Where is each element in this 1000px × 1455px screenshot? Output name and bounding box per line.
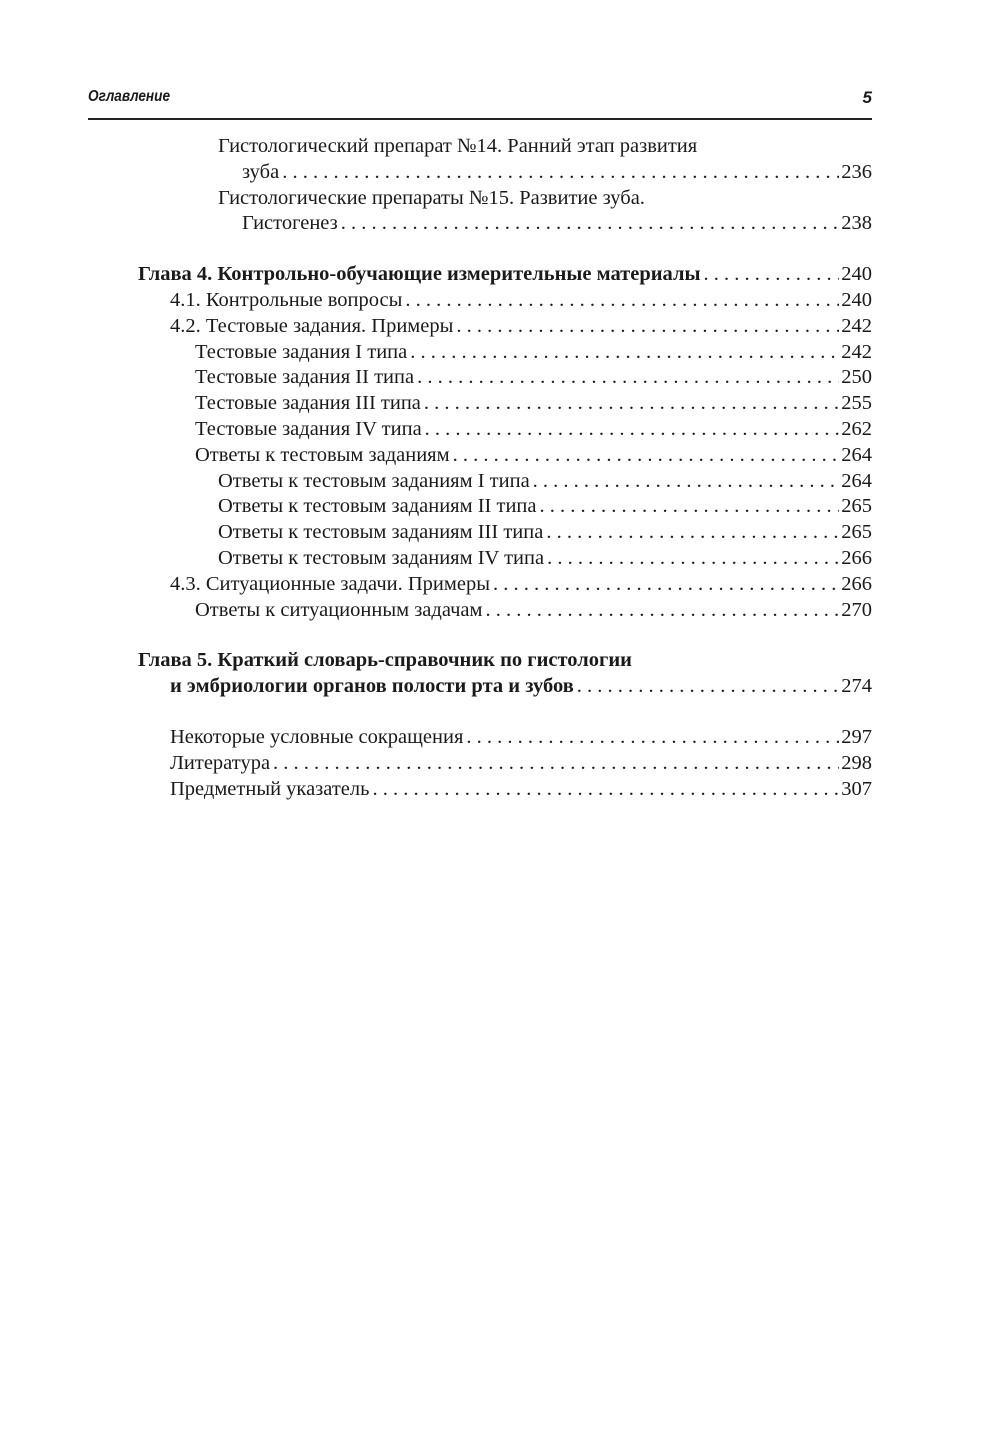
toc-entry[interactable] <box>0 598 872 624</box>
toc-entry[interactable] <box>0 288 872 314</box>
dot-leader <box>490 572 839 598</box>
dot-leader <box>370 777 840 803</box>
toc-entry-title: Ответы к тестовым заданиям II типа <box>218 495 537 518</box>
toc-entry[interactable] <box>0 520 872 546</box>
toc-entry-title: Литература <box>170 751 271 774</box>
dot-leader <box>701 262 840 288</box>
dot-leader <box>421 391 839 417</box>
toc-entry-title: Тестовые задания II типа <box>195 366 415 389</box>
toc-entry[interactable] <box>0 777 872 803</box>
toc-entry[interactable] <box>0 546 872 572</box>
toc-entry-title: 4.1. Контрольные вопросы <box>170 288 403 311</box>
toc-entry-page: 264 <box>841 443 872 466</box>
toc-entry[interactable] <box>0 443 872 469</box>
dot-leader <box>463 725 839 751</box>
toc-entry-page: 238 <box>841 212 872 235</box>
toc-entry-title: Ответы к тестовым заданиям III типа <box>218 521 544 544</box>
dot-leader <box>279 160 839 186</box>
toc-entry[interactable] <box>0 365 872 391</box>
dot-leader <box>544 546 839 572</box>
toc-entry-title-continuation: зуба <box>242 160 280 183</box>
toc-entry-title: Глава 5. Краткий словарь-справочник по гистологии <box>138 649 632 672</box>
toc-entry-page: 264 <box>841 469 872 492</box>
toc-entry-page: 270 <box>841 598 872 621</box>
toc-entry-title: Тестовые задания IV типа <box>195 417 422 440</box>
toc-entry[interactable] <box>0 262 872 288</box>
toc-entry-title: Тестовые задания III типа <box>195 392 421 415</box>
toc-entry-title: Гистологические препараты №15. Развитие зуба. <box>218 186 645 209</box>
toc-entry[interactable] <box>0 417 872 443</box>
toc-entry-title: 4.2. Тестовые задания. Примеры <box>170 314 454 337</box>
toc-entry-page: 265 <box>841 521 872 544</box>
table-of-contents <box>0 134 872 802</box>
toc-entry[interactable] <box>0 494 872 520</box>
dot-leader <box>407 340 839 366</box>
dot-leader <box>483 598 840 624</box>
toc-entry-title-continuation: и эмбриологии органов полости рта и зубов <box>170 675 574 698</box>
dot-leader <box>450 443 840 469</box>
toc-entry[interactable] <box>0 469 872 495</box>
toc-entry-page: 266 <box>841 572 872 595</box>
toc-entry-page: 236 <box>841 160 872 183</box>
dot-leader <box>530 469 840 495</box>
toc-entry[interactable] <box>0 314 872 340</box>
toc-entry-page: 242 <box>841 340 872 363</box>
toc-entry-page: 240 <box>841 288 872 311</box>
toc-entry-title: Ответы к тестовым заданиям IV типа <box>218 546 545 569</box>
dot-leader <box>402 288 839 314</box>
toc-entry-title: Ответы к тестовым заданиям <box>195 443 450 466</box>
toc-entry[interactable] <box>0 340 872 366</box>
dot-leader <box>414 365 839 391</box>
toc-entry-page: 262 <box>841 417 872 440</box>
toc-entry-title: Глава 4. Контрольно-обучающие измерительные материалы <box>138 263 701 286</box>
dot-leader <box>574 674 839 700</box>
toc-entry-title-continuation: Гистогенез <box>242 212 338 235</box>
toc-entry-page: 297 <box>841 725 872 748</box>
dot-leader <box>453 314 839 340</box>
running-header-title: Оглавление <box>88 88 171 105</box>
dot-leader <box>422 417 840 443</box>
toc-entry-page: 250 <box>841 366 872 389</box>
dot-leader <box>537 494 840 520</box>
toc-entry-page: 298 <box>841 751 872 774</box>
toc-entry[interactable] <box>0 572 872 598</box>
toc-entry-title: Ответы к ситуационным задачам <box>195 598 483 621</box>
dot-leader <box>543 520 839 546</box>
toc-entry-page: 266 <box>841 546 872 569</box>
dot-leader <box>270 751 839 777</box>
toc-entry-title: Предметный указатель <box>170 777 370 800</box>
toc-entry[interactable] <box>0 751 872 777</box>
toc-entry[interactable] <box>0 391 872 417</box>
toc-entry[interactable] <box>0 186 872 238</box>
toc-entry-page: 240 <box>841 263 872 286</box>
toc-entry-page: 265 <box>841 495 872 518</box>
toc-entry-title: Тестовые задания I типа <box>195 340 408 363</box>
running-header <box>88 88 872 120</box>
toc-entry[interactable] <box>0 134 872 186</box>
toc-entry-page: 307 <box>841 777 872 800</box>
page-number: 5 <box>862 88 872 107</box>
toc-entry[interactable] <box>0 725 872 751</box>
toc-entry-page: 274 <box>841 675 872 698</box>
toc-entry-title: Некоторые условные сокращения <box>170 725 464 748</box>
toc-entry-page: 242 <box>841 314 872 337</box>
toc-entry-page: 255 <box>841 392 872 415</box>
toc-entry[interactable] <box>0 648 872 700</box>
toc-entry-title: 4.3. Ситуационные задачи. Примеры <box>170 572 490 595</box>
toc-entry-title: Гистологический препарат №14. Ранний этап развития <box>218 135 698 157</box>
dot-leader <box>338 211 840 237</box>
toc-entry-title: Ответы к тестовым заданиям I типа <box>218 469 530 492</box>
